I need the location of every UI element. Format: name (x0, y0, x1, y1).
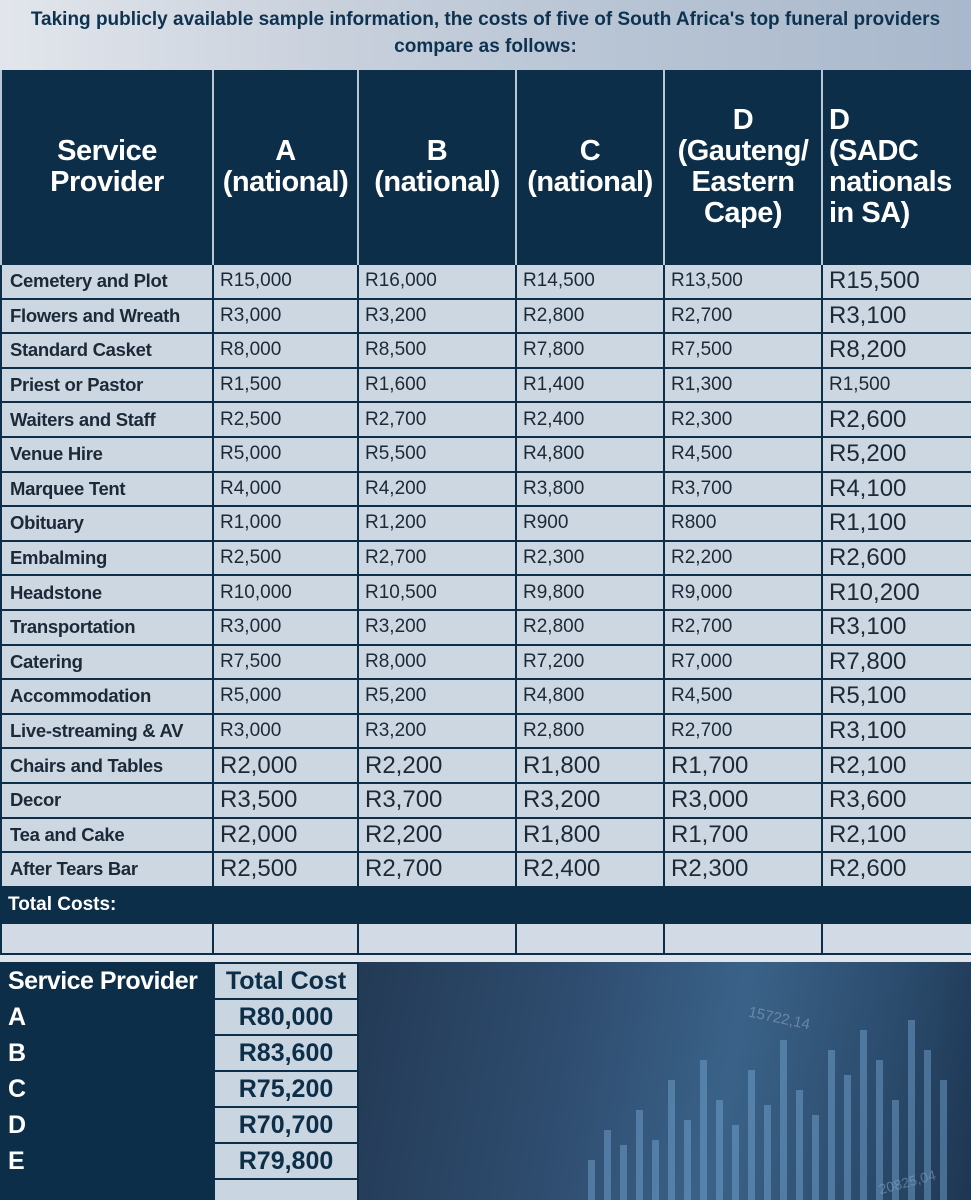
summary-total: R75,200 (214, 1071, 358, 1107)
summary-total: R80,000 (214, 999, 358, 1035)
blank-cell (0, 1179, 214, 1200)
photo-bar (684, 1120, 691, 1200)
cost-cell: R8,200 (822, 333, 971, 368)
table-row (1, 437, 971, 472)
photo-bar (908, 1020, 915, 1200)
cost-cell: R2,100 (822, 748, 971, 783)
summary-provider: E (8, 1146, 25, 1175)
service-name: Accommodation (1, 679, 213, 714)
cost-cell: R2,200 (358, 818, 516, 853)
table-row (1, 783, 971, 818)
cost-cell: R1,700 (664, 818, 822, 853)
header-line: C (579, 134, 601, 167)
cost-cell: R2,500 (213, 852, 358, 887)
cost-cell: R4,000 (213, 472, 358, 507)
total-costs-label: Total Costs: (1, 887, 213, 923)
cost-cell: R1,600 (358, 368, 516, 403)
total-cost-summary-table (0, 962, 359, 1200)
cost-cell: R2,700 (664, 299, 822, 334)
header-line: (SADC (829, 134, 919, 167)
cost-cell: R4,200 (358, 472, 516, 507)
cost-cell: R1,800 (516, 748, 664, 783)
photo-bar (652, 1140, 659, 1200)
summary-row (0, 999, 358, 1035)
cost-cell: R2,600 (822, 852, 971, 887)
cost-cell: R10,000 (213, 575, 358, 610)
table-row (1, 264, 971, 299)
cost-cell: R4,800 (516, 437, 664, 472)
blank-cell (822, 923, 971, 954)
photo-bar (828, 1050, 835, 1200)
summary-row (0, 1143, 358, 1179)
service-name: Flowers and Wreath (1, 299, 213, 334)
cost-cell: R1,300 (664, 368, 822, 403)
header-line: D (829, 103, 850, 136)
cost-cell: R3,100 (822, 299, 971, 334)
total-cell (822, 887, 971, 923)
photo-bar (604, 1130, 611, 1200)
cost-cell: R3,800 (516, 472, 664, 507)
cost-cell: R900 (516, 506, 664, 541)
summary-row (0, 1071, 358, 1107)
cost-cell: R2,700 (664, 610, 822, 645)
cost-cell: R7,000 (664, 645, 822, 680)
cost-cell: R7,500 (213, 645, 358, 680)
header-line: Cape) (703, 196, 783, 229)
photo-bar (892, 1100, 899, 1200)
cost-cell: R1,500 (213, 368, 358, 403)
photo-bar (620, 1145, 627, 1200)
photo-bar (764, 1105, 771, 1200)
header-provider-d-gauteng (664, 70, 822, 264)
table-row (1, 472, 971, 507)
header-provider-d-sadc (822, 70, 971, 264)
photo-bar (636, 1110, 643, 1200)
table-row (1, 299, 971, 334)
cost-cell: R3,000 (213, 714, 358, 749)
cost-cell: R1,000 (213, 506, 358, 541)
photo-bar (780, 1040, 787, 1200)
cost-cell: R2,400 (516, 402, 664, 437)
photo-bar (860, 1030, 867, 1200)
cost-cell: R1,800 (516, 818, 664, 853)
service-name: Marquee Tent (1, 472, 213, 507)
cost-cell: R2,300 (516, 541, 664, 576)
service-name: Catering (1, 645, 213, 680)
cost-cell: R1,200 (358, 506, 516, 541)
cost-cell: R15,500 (822, 264, 971, 299)
photo-bar (700, 1060, 707, 1200)
cost-cell: R8,000 (213, 333, 358, 368)
photo-bar (796, 1090, 803, 1200)
cost-cell: R800 (664, 506, 822, 541)
cost-cell: R2,600 (822, 402, 971, 437)
cost-cell: R3,500 (213, 783, 358, 818)
header-line: (national) (222, 165, 349, 198)
cost-cell: R3,000 (213, 610, 358, 645)
cost-cell: R1,700 (664, 748, 822, 783)
page-title: Taking publicly available sample information, the costs of five of South Africa's top funeral providers compare as follows: (30, 9, 941, 57)
cost-cell: R2,800 (516, 714, 664, 749)
service-name: Standard Casket (1, 333, 213, 368)
service-name: Chairs and Tables (1, 748, 213, 783)
cost-cell: R7,500 (664, 333, 822, 368)
summary-row (0, 1107, 358, 1143)
photo-bar (940, 1080, 947, 1200)
service-name: Tea and Cake (1, 818, 213, 853)
cost-cell: R5,100 (822, 679, 971, 714)
table-row (1, 679, 971, 714)
header-line: (national) (527, 165, 653, 198)
cost-cell: R3,100 (822, 714, 971, 749)
cost-cell: R2,500 (213, 402, 358, 437)
service-name: Waiters and Staff (1, 402, 213, 437)
table-row (1, 818, 971, 853)
cost-cell: R4,500 (664, 679, 822, 714)
stock-chart-photo (358, 962, 971, 1200)
blank-cell (516, 923, 664, 954)
service-name: After Tears Bar (1, 852, 213, 887)
summary-total: R83,600 (214, 1035, 358, 1071)
table-row (1, 333, 971, 368)
cost-cell: R1,400 (516, 368, 664, 403)
total-cell (213, 887, 358, 923)
photo-bar (732, 1125, 739, 1200)
header-service-provider (1, 70, 213, 264)
service-name: Venue Hire (1, 437, 213, 472)
cost-cell: R2,700 (358, 852, 516, 887)
cost-cell: R3,200 (358, 714, 516, 749)
photo-ticker-text: 15722,14 (746, 1003, 812, 1034)
cost-cell: R2,300 (664, 402, 822, 437)
cost-cell: R2,200 (358, 748, 516, 783)
cost-cell: R2,500 (213, 541, 358, 576)
cost-cell: R2,200 (664, 541, 822, 576)
summary-blank-row (0, 1179, 358, 1200)
photo-bar (876, 1060, 883, 1200)
cost-comparison-table (0, 70, 971, 955)
summary-header-cost: Total Cost (214, 963, 358, 999)
cost-cell: R9,000 (664, 575, 822, 610)
summary-row (0, 1035, 358, 1071)
summary-total: R70,700 (214, 1107, 358, 1143)
header-line: A (275, 134, 296, 167)
cost-cell: R2,600 (822, 541, 971, 576)
table-row (1, 645, 971, 680)
blank-cell (664, 923, 822, 954)
cost-cell: R3,700 (664, 472, 822, 507)
header-line: (Gauteng/ (677, 134, 809, 167)
photo-bar (716, 1100, 723, 1200)
cost-cell: R8,500 (358, 333, 516, 368)
cost-cell: R2,400 (516, 852, 664, 887)
total-cell (358, 887, 516, 923)
cost-cell: R2,000 (213, 748, 358, 783)
service-name: Headstone (1, 575, 213, 610)
cost-cell: R3,200 (358, 299, 516, 334)
cost-cell: R9,800 (516, 575, 664, 610)
cost-cell: R2,100 (822, 818, 971, 853)
cost-cell: R2,700 (358, 541, 516, 576)
cost-cell: R3,000 (213, 299, 358, 334)
header-line: (national) (374, 165, 500, 198)
total-cell (664, 887, 822, 923)
total-costs-row (1, 887, 971, 923)
cost-cell: R7,800 (822, 645, 971, 680)
service-name: Priest or Pastor (1, 368, 213, 403)
cost-cell: R2,700 (664, 714, 822, 749)
table-row (1, 368, 971, 403)
service-name: Obituary (1, 506, 213, 541)
table-row (1, 714, 971, 749)
service-name: Cemetery and Plot (1, 264, 213, 299)
header-line: nationals (829, 165, 952, 198)
cost-cell: R15,000 (213, 264, 358, 299)
photo-ticker-text: 20825,04 (876, 1166, 938, 1198)
cost-cell: R3,700 (358, 783, 516, 818)
blank-row (1, 923, 971, 954)
cost-cell: R5,200 (822, 437, 971, 472)
cost-cell: R3,600 (822, 783, 971, 818)
cost-cell: R2,300 (664, 852, 822, 887)
summary-provider: D (8, 1110, 26, 1139)
cost-cell: R5,200 (358, 679, 516, 714)
photo-bar (668, 1080, 675, 1200)
blank-cell (214, 1179, 358, 1200)
header-row (1, 70, 971, 264)
cost-cell: R2,800 (516, 299, 664, 334)
blank-cell (358, 923, 516, 954)
photo-bar (924, 1050, 931, 1200)
table-row (1, 575, 971, 610)
summary-total: R79,800 (214, 1143, 358, 1179)
total-cell (516, 887, 664, 923)
photo-bar (812, 1115, 819, 1200)
cost-cell: R4,100 (822, 472, 971, 507)
summary-header-provider: Service Provider (8, 966, 198, 995)
photo-bar (844, 1075, 851, 1200)
summary-section (0, 962, 971, 1200)
cost-cell: R4,500 (664, 437, 822, 472)
table-row (1, 506, 971, 541)
cost-cell: R3,100 (822, 610, 971, 645)
table-row (1, 748, 971, 783)
summary-header-row (0, 963, 358, 999)
table-row (1, 541, 971, 576)
cost-cell: R1,500 (822, 368, 971, 403)
service-name: Decor (1, 783, 213, 818)
cost-cell: R3,200 (358, 610, 516, 645)
table-row (1, 852, 971, 887)
header-line: B (426, 134, 448, 167)
cost-cell: R5,000 (213, 437, 358, 472)
table-row (1, 610, 971, 645)
table-row (1, 402, 971, 437)
header-line: D (732, 103, 754, 136)
summary-provider: A (8, 1002, 26, 1031)
photo-bar (748, 1070, 755, 1200)
cost-cell: R1,100 (822, 506, 971, 541)
cost-cell: R7,200 (516, 645, 664, 680)
cost-cell: R2,800 (516, 610, 664, 645)
header-line: in SA) (829, 196, 910, 229)
blank-cell (213, 923, 358, 954)
summary-provider: B (8, 1038, 26, 1067)
service-name: Embalming (1, 541, 213, 576)
header-line: Provider (50, 165, 164, 198)
cost-cell: R2,000 (213, 818, 358, 853)
service-name: Live-streaming & AV (1, 714, 213, 749)
cost-cell: R5,000 (213, 679, 358, 714)
cost-cell: R3,000 (664, 783, 822, 818)
cost-cell: R14,500 (516, 264, 664, 299)
cost-cell: R10,500 (358, 575, 516, 610)
cost-cell: R10,200 (822, 575, 971, 610)
header-provider-c (516, 70, 664, 264)
photo-bar (588, 1160, 595, 1200)
header-line: Service (57, 134, 157, 167)
cost-cell: R3,200 (516, 783, 664, 818)
cost-cell: R5,500 (358, 437, 516, 472)
summary-provider: C (8, 1074, 26, 1103)
service-name: Transportation (1, 610, 213, 645)
header-provider-b (358, 70, 516, 264)
cost-cell: R4,800 (516, 679, 664, 714)
cost-cell: R13,500 (664, 264, 822, 299)
header-provider-a (213, 70, 358, 264)
blank-cell (1, 923, 213, 954)
cost-cell: R8,000 (358, 645, 516, 680)
header-line: Eastern (691, 165, 795, 198)
cost-cell: R2,700 (358, 402, 516, 437)
cost-cell: R7,800 (516, 333, 664, 368)
cost-cell: R16,000 (358, 264, 516, 299)
